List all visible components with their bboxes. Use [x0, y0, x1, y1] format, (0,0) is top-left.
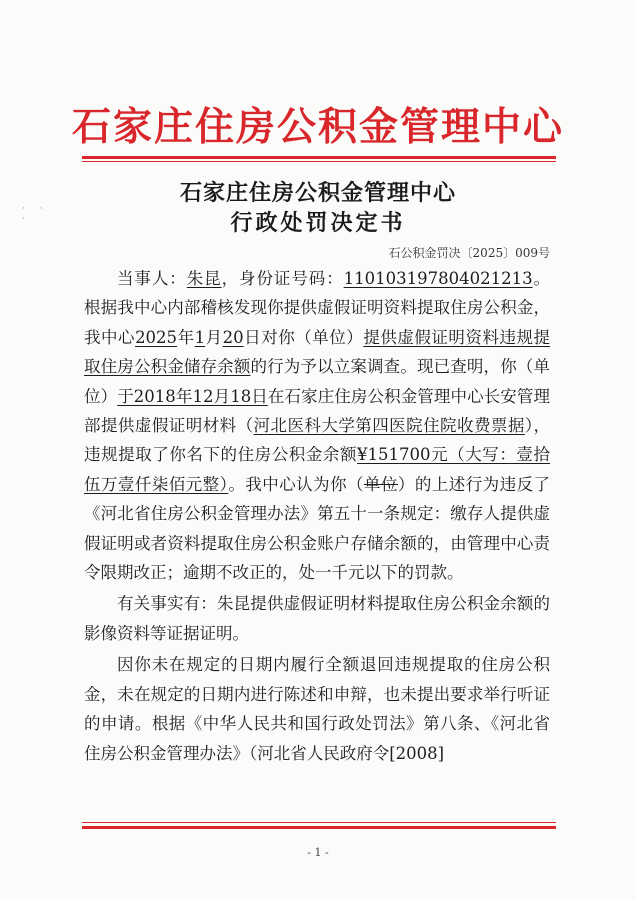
document-number: 石公积金罚决〔2025〕009号: [388, 246, 550, 260]
filing-day: 20: [222, 327, 244, 347]
paragraph-2: 有关事实有：朱昆提供虚假证明材料提取住房公积金余额的影像资料等证据证明。: [84, 594, 550, 643]
scan-artifact: · · ·: [22, 204, 49, 224]
text: 日对你（单位）: [243, 327, 364, 347]
text: 年: [177, 327, 195, 347]
text: ）的上述行为违反了《河北省住房公积金管理办法》第五十一条规定：缴存人提供虚假证明或者资料提取住房公积金账户存储余额的，由管理中心责令限期改正；逾期不改正的，处一千元以下的罚款。: [84, 474, 551, 583]
document-body: [84, 264, 550, 768]
letterhead-rule-thick: [82, 156, 556, 159]
footer-rule-thick: [82, 826, 556, 829]
text: ，身份证号码：: [221, 269, 344, 288]
case-description: 提供虚假证明资料违规提取住房公积金储存余额: [84, 327, 551, 377]
footer-rule-thin: [82, 822, 556, 823]
letterhead-rule-thin: [82, 161, 556, 162]
filing-year: 2025: [135, 327, 178, 347]
false-material: 河北医科大学第四医院住院收费票据: [253, 416, 525, 436]
violation-date: 于2018年12月18日: [117, 386, 268, 406]
text: 在石家庄住房公积金管理中心长安管理部提供虚假证明材料（: [84, 386, 551, 436]
id-number: 110103197804021213: [343, 269, 533, 288]
paragraph-1: [84, 264, 550, 587]
text: 。根据我中心内部稽核发现你提供虚假证明资料提取住房公积金，我中心: [84, 269, 551, 347]
filing-month: 1: [194, 327, 206, 347]
paragraph-3: 因你未在规定的日期内履行全额退回违规提取的住房公积金，未在规定的日期内进行陈述和申辩，也未提出要求举行听证的申请。根据《中华人民共和国行政处罚法》第八条、《河北省住房公积金管理办法》（河北省人民政府令[2008]: [84, 655, 550, 763]
text: 的行为予以立案调查。现已查明，你（单位）: [84, 357, 551, 406]
text: ），违规提取了你名下的住房公积金余额: [84, 416, 551, 465]
text: 当事人：: [117, 269, 187, 288]
text: 月: [205, 327, 223, 347]
letterhead-title: 石家庄住房公积金管理中心: [71, 104, 564, 150]
withdrawn-amount: ¥151700元（大写：壹拾伍万壹仟柒佰元整）: [84, 445, 550, 494]
page-number: - 1 -: [307, 846, 329, 859]
document-title-line1: 石家庄住房公积金管理中心: [179, 180, 456, 206]
document-title-line2: 行政处罚决定书: [230, 210, 406, 236]
struck-text: 单位: [363, 474, 398, 494]
text: 。我中心认为你（: [228, 474, 364, 494]
party-name: 朱昆: [186, 269, 222, 288]
